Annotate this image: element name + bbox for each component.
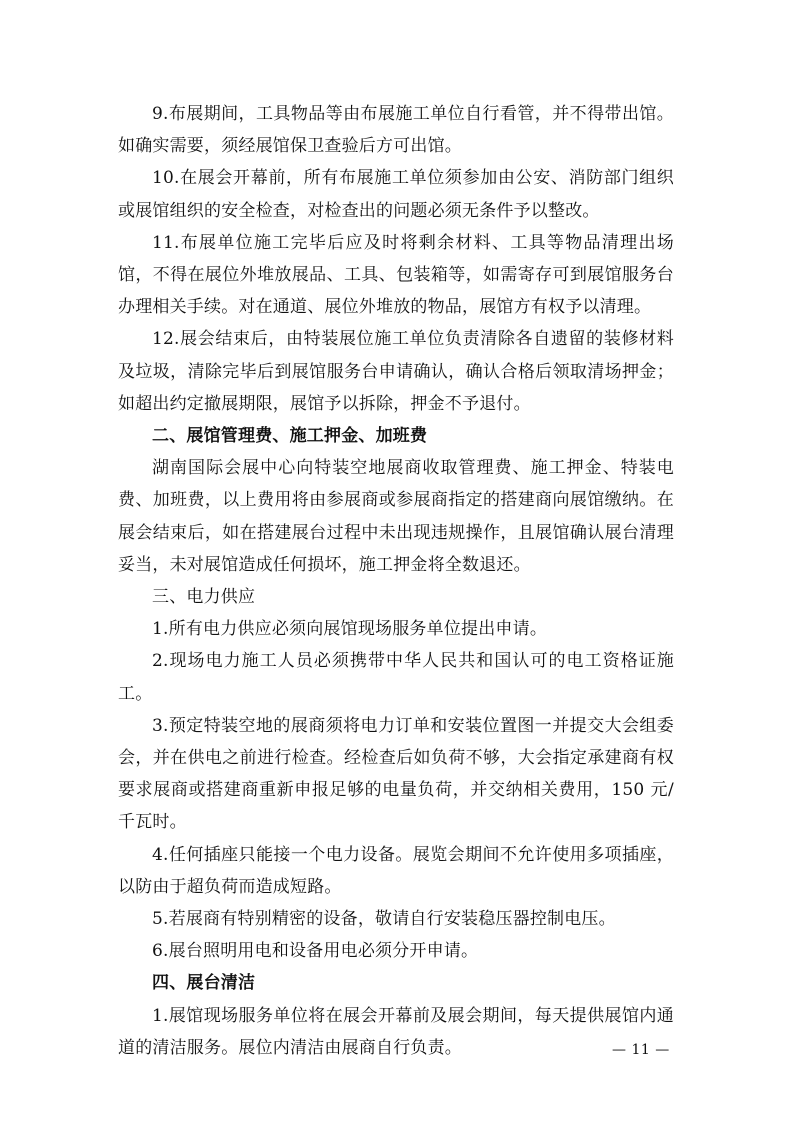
paragraph-power-3: 3.预定特装空地的展商须将电力订单和安装位置图一并提交大会组委会，并在供电之前进行检查。经检查后如负荷不够，大会指定承建商有权要求展商或搭建商重新申报足够的电量负荷，并交纳相关费用，150 元/千瓦时。 (118, 715, 674, 833)
paragraph-item-11: 11.布展单位施工完毕后应及时将剩余材料、工具等物品清理出场馆，不得在展位外堆放展品、工具、包装箱等，如需寄存可到展馆服务台办理相关手续。对在通道、展位外堆放的物品，展馆方有权予以清理。 (118, 232, 674, 318)
paragraph-power-1: 1.所有电力供应必须向展馆现场服务单位提出申请。 (152, 619, 548, 640)
paragraph-power-5: 5.若展商有特别精密的设备，敬请自行安装稳压器控制电压。 (152, 909, 616, 930)
paragraph-item-9: 9.布展期间，工具物品等由布展施工单位自行看管，并不得带出馆。如确实需要，须经展馆保卫查验后方可出馆。 (118, 104, 674, 157)
section-heading-power-supply: 三、电力供应 (152, 587, 256, 608)
document-body (118, 98, 674, 1064)
paragraph-power-4: 4.任何插座只能接一个电力设备。展览会期间不允许使用多项插座，以防由于超负荷而造成短路。 (118, 844, 674, 897)
paragraph-fees: 湖南国际会展中心向特装空地展商收取管理费、施工押金、特装电费、加班费，以上费用将由参展商或参展商指定的搭建商向展馆缴纳。在展会结束后，如在搭建展台过程中未出现违规操作，且展馆确认展台清理妥当，未对展馆造成任何损坏，施工押金将全数退还。 (118, 458, 674, 575)
paragraph-cleaning-1: 1.展馆现场服务单位将在展会开幕前及展会期间，每天提供展馆内通道的清洁服务。展位内清洁由展商自行负责。 (118, 1005, 674, 1058)
section-heading-booth-cleaning: 四、展台清洁 (152, 973, 256, 994)
section-heading-management-fees: 二、展馆管理费、施工押金、加班费 (152, 426, 428, 447)
page-number: — 11 — (612, 1042, 670, 1058)
paragraph-power-2: 2.现场电力施工人员必须携带中华人民共和国认可的电工资格证施工。 (118, 651, 674, 704)
paragraph-item-10: 10.在展会开幕前，所有布展施工单位须参加由公安、消防部门组织或展馆组织的安全检查，对检查出的问题必须无条件予以整改。 (118, 168, 674, 221)
paragraph-item-12: 12.展会结束后，由特装展位施工单位负责清除各自遗留的装修材料及垃圾，清除完毕后到展馆服务台申请确认，确认合格后领取清场押金；如超出约定撤展期限，展馆予以拆除，押金不予退付。 (118, 329, 674, 414)
paragraph-power-6: 6.展台照明用电和设备用电必须分开申请。 (152, 941, 479, 962)
